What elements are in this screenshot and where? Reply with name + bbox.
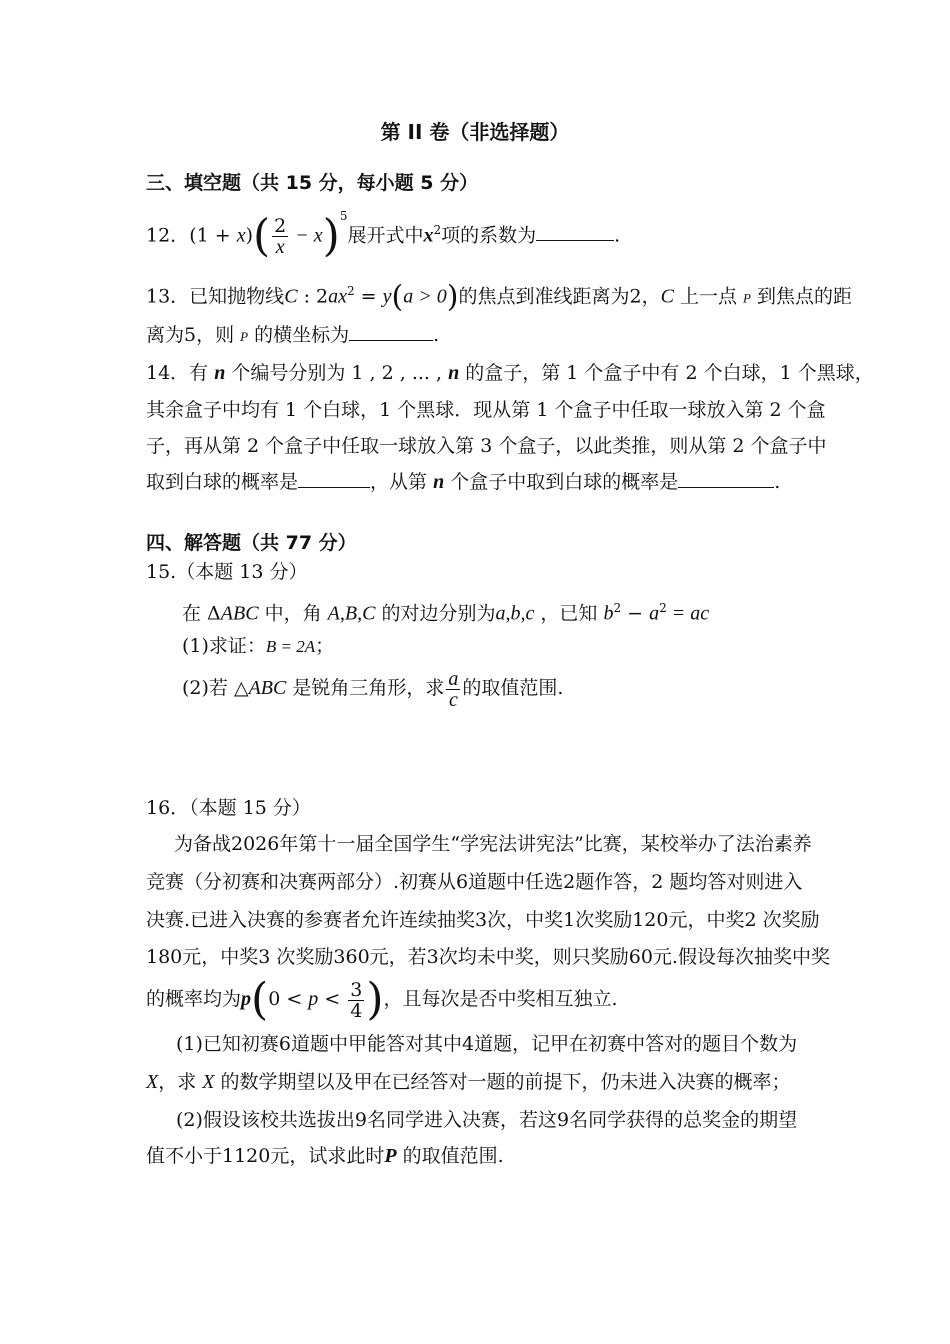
q13-line2b: ，则 [196,324,241,346]
q15-l1a: 在 Δ [182,602,221,625]
q12-text: 展开式中 [347,224,424,247]
section-answer-heading: 四、解答题（共 77 分） [146,532,357,554]
q15-eq-rhs: = ac [666,602,710,625]
q16-l5b: ，且每次是否中奖相互独立. [383,988,618,1010]
q15-p1b: ； [315,635,335,657]
q15-p2a: (2)若 △ [182,677,249,699]
q15-p2-abc: ABC [248,677,287,699]
q13-P: P [743,290,751,306]
q13-eq2: = [354,285,383,308]
q12-answer-blank[interactable] [536,222,614,241]
q13-number: 13．已知抛物线 [146,285,285,308]
q15-l1d: ，已知 [534,602,604,625]
q15-p1a: (1)求证： [182,635,266,657]
q12-end: . [614,224,621,247]
q13-C: C [284,285,298,308]
q15-fraction [446,669,460,710]
q12-exponent: 5 [339,209,348,223]
q15-eq-sq2: 2 [659,601,667,615]
q14-l4b: ，从第 [370,471,434,493]
q13-square: 2 [347,284,355,298]
q15-head: 15.（本题 13 分） [146,561,308,583]
q16-paren-right: ) [366,974,384,1025]
q14-l4c: 个盒子中取到白球的概率是 [444,471,679,493]
q15-eq-sq1: 2 [613,601,622,615]
q16-s1c: 的数学期望以及甲在已经答对一题的前提下，仍未进入决赛的概率； [214,1071,791,1093]
q12-x2: x [423,224,434,247]
q12-minus-x: − x [290,224,323,247]
q13-two: 2 [629,285,642,308]
q13-paren-right: ) [446,279,459,315]
q13-text1: 的焦点到准线距离为 [458,285,630,308]
q14-answer-blank-2[interactable] [678,469,774,488]
q15-ABC: ABC [220,602,259,625]
q13-line2a: 离为 [146,324,185,346]
q16-sub1-line1: (1)已知初赛6道题中甲能答对其中4道题，记甲在初赛中答对的题目个数为 [176,1033,798,1055]
q13-P2: P [240,329,249,344]
q14-l1a: 14．有 [146,362,215,384]
q15-sides: a,b,c [495,602,535,625]
q16-s1b: ，求 [158,1071,203,1093]
q16-l5a: 的概率均为 [146,988,242,1010]
q14-l1b: 个编号分别为 1 , 2 , ... , [225,362,449,384]
q15-part1 [182,632,334,661]
q15-p2c: 的取值范围. [462,677,564,699]
q14-answer-blank-1[interactable] [298,469,370,488]
q13-answer-blank[interactable] [349,322,433,341]
question-14-line2: 其余盒子中均有 1 个白球，1 个黑球．现从第 1 个盒子中任取一球放入第 2 个盒 [146,399,826,421]
q12-big-paren-left: ( [253,210,271,262]
q14-l1c: 的盒子，第 1 个盒子中有 2 个白球，1 个黑球， [459,362,874,384]
q12-paren-close: ) [245,224,253,247]
page-title: 第 II 卷（非选择题） [380,120,570,144]
q12-text2: 项的系数为 [441,224,537,247]
question-12 [146,205,621,262]
q13-text3: 到焦点的距 [750,285,853,308]
q15-p2b: 是锐角三角形，求 [286,677,445,699]
q14-l4a: 取到白球的概率是 [146,471,299,493]
q13-text2: 上一点 [673,285,744,308]
q16-line1: 为备战2026年第十一届全国学生“学宪法讲宪法”比赛，某校举办了法治素养 [174,833,812,855]
question-14-line4 [146,467,780,497]
question-13-line2 [146,320,439,352]
q16-s2b: 值不小于1120元，试求此时 [146,1145,385,1167]
q16-cond-a: 0 < [268,988,309,1010]
q16-sub2-line2 [146,1141,504,1171]
q16-sub1-line2 [146,1067,791,1097]
q13-end: . [433,324,440,346]
q13-five: 5 [184,324,197,346]
q15-eq-mid: − [621,602,650,625]
q13-eq1: : 2 [297,285,329,308]
q12-square: 2 [433,223,442,237]
q13-y: y [382,285,392,308]
q16-X2: X [202,1071,215,1093]
section-fill-in-heading: 三、填空题（共 15 分，每小题 5 分） [146,172,479,194]
q12-number: 12． [146,224,190,247]
q13-C2: C [660,285,674,308]
q15-frac-den: c [448,688,458,711]
q15-angles: A,B,C [327,602,376,625]
q15-l1b: 中，角 [258,602,328,625]
q15-eq-b: b [603,602,614,625]
q12-x: x [236,224,246,247]
q16-frac-den: 4 [350,999,363,1022]
q13-comma: ， [641,285,661,308]
q16-fraction [348,980,364,1021]
q14-n2: n [448,362,460,384]
q15-frac-num: a [448,667,459,690]
q15-p1-eq: B = 2A [265,637,316,656]
q13-line2c: 的横坐标为 [248,324,350,346]
q15-l1c: 的对边分别为 [375,602,496,625]
q14-end: . [774,471,781,493]
q12-frac-den: x [275,235,285,258]
q16-head: 16．（本题 15 分） [146,797,311,819]
q13-condition: a > 0 [403,285,447,308]
q14-n1: n [214,362,226,384]
q13-ax: ax [328,285,347,308]
question-14-line3: 子，再从第 2 个盒子中任取一球放入第 3 个盒子，以此类推，则从第 2 个盒子中 [146,435,827,457]
q16-line3: 决赛.已进入决赛的参赛者允许连续抽奖3次，中奖1次奖励120元，中奖2 次奖励 [146,909,820,931]
q16-sub2-line1: (2)假设该校共选拔出9名同学进入决赛，若这9名同学获得的总奖金的期望 [176,1109,798,1131]
q16-paren-left: ( [251,974,269,1025]
q16-line4: 180元，中奖3 次奖励360元，若3次均未中奖，则只奖励60元.假设每次抽奖中奖 [146,946,830,968]
q15-part2 [182,666,563,710]
q16-cond-b: < [318,988,347,1010]
q12-paren-open: (1 + [189,224,237,247]
q14-n3: n [433,471,445,493]
q16-line5 [146,974,618,1025]
q13-paren-left: ( [391,279,404,315]
q15-stem [182,594,709,627]
question-13-line1 [146,276,852,313]
q16-s2c: 的取值范围. [396,1145,504,1167]
q12-frac-num: 2 [274,214,287,237]
q16-frac-num: 3 [350,978,363,1001]
q16-line2: 竞赛（分初赛和决赛两部分）.初赛从6道题中任选2题作答，2 题均答对则进入 [146,871,803,893]
q16-X: X [146,1071,159,1093]
question-14-line1 [146,358,874,388]
q16-p: p [241,988,252,1010]
q12-fraction [272,216,288,257]
q15-eq-a: a [649,602,660,625]
q16-cond-p: p [308,988,319,1010]
q12-big-paren-right: ) [322,210,340,262]
q16-P: P [384,1145,397,1167]
